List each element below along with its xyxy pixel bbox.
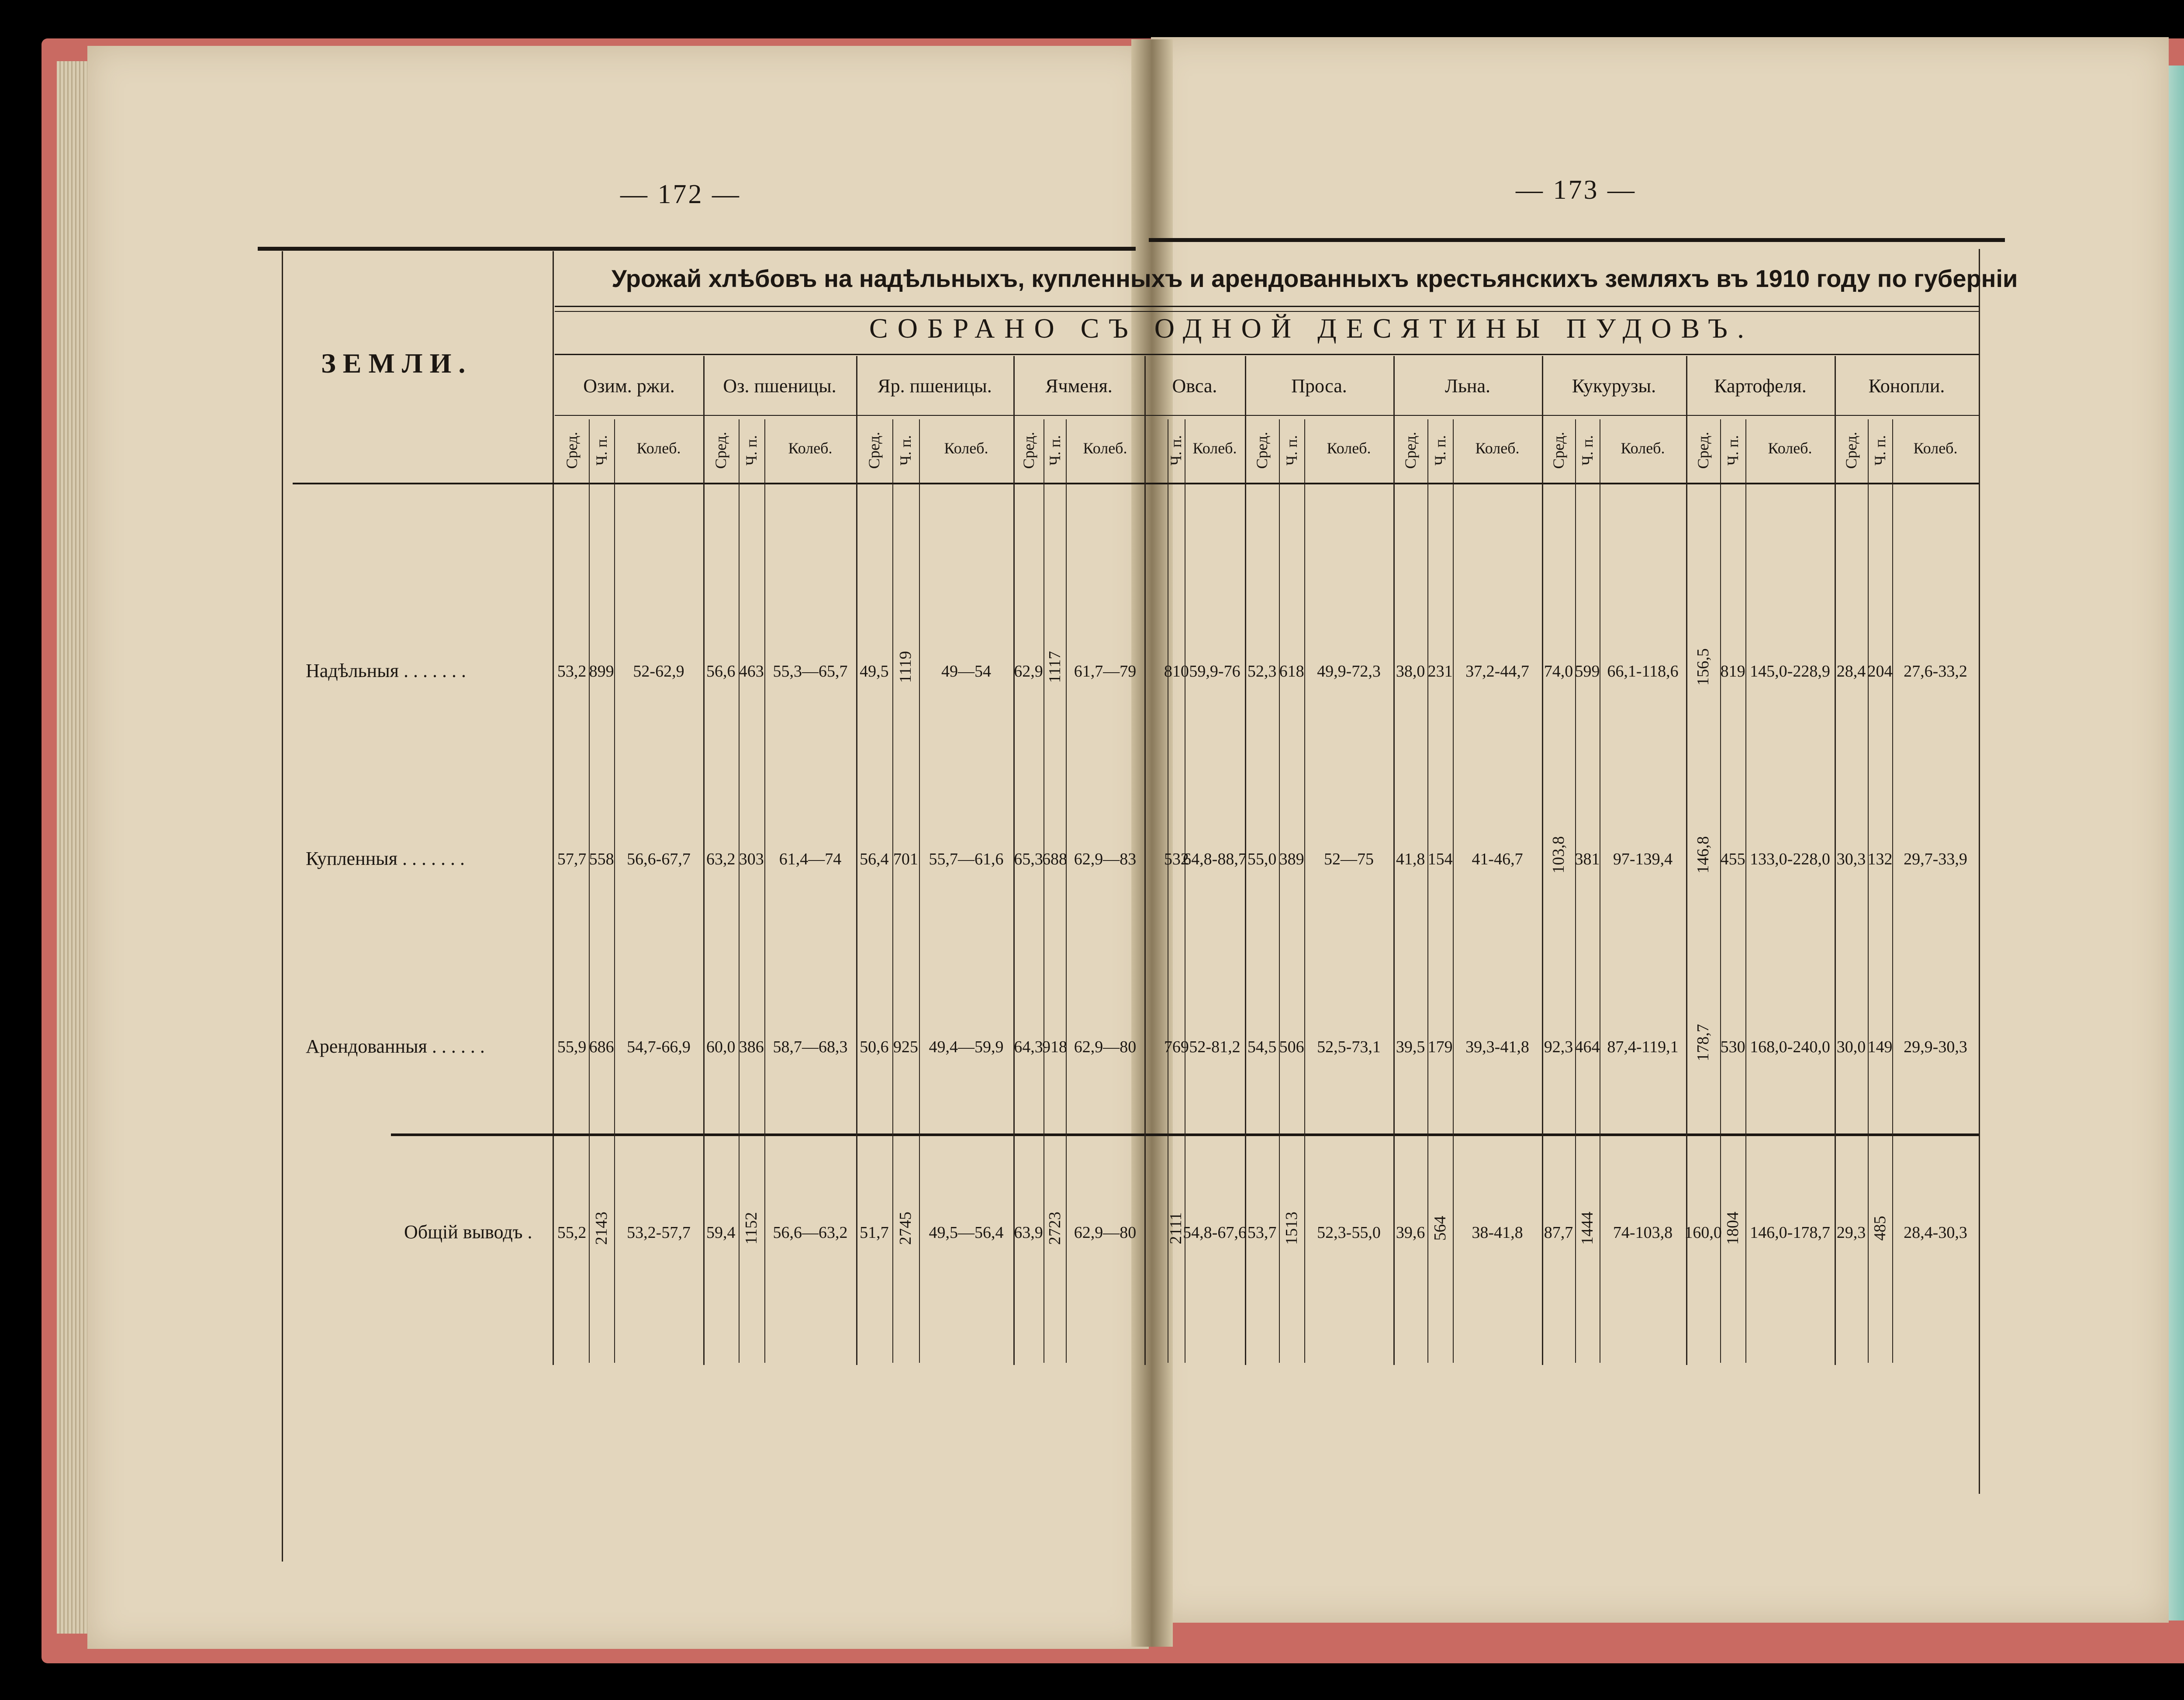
crop-header: Картофеля.: [1714, 375, 1807, 397]
subtitle-rule: [555, 354, 1979, 355]
table-cell: 59,4: [706, 1223, 736, 1242]
row-label: Купленныя . . . . . . .: [306, 848, 465, 869]
table-cell: 87,7: [1544, 1223, 1573, 1242]
table-cell: 899: [589, 662, 614, 681]
sub-header: Сред.: [865, 432, 883, 469]
table-cell: 1117: [1045, 651, 1064, 683]
table-cell: 1152: [742, 1212, 761, 1245]
table-cell: 2111: [1167, 1212, 1185, 1244]
table-cell: 925: [893, 1038, 918, 1056]
row-label: Арендованныя . . . . . .: [306, 1036, 485, 1057]
table-cell: 701: [893, 850, 918, 868]
table-cell: 64,8-88,7: [1183, 850, 1247, 868]
table-cell: 103,8: [1549, 836, 1568, 874]
table-cell: 52,3-55,0: [1317, 1223, 1381, 1242]
sub-column-border: [1720, 419, 1721, 1363]
crop-header: Кукурузы.: [1572, 375, 1656, 397]
row-label: Общій выводъ .: [404, 1221, 532, 1243]
table-cell: 66,1-118,6: [1607, 662, 1679, 681]
table-cell: 386: [739, 1038, 764, 1056]
sub-header: Колеб.: [1768, 439, 1812, 457]
crop-header: Яр. пшеницы.: [878, 375, 992, 397]
table-cell: 49—54: [941, 662, 991, 681]
table-cell: 60,0: [706, 1038, 736, 1056]
sub-header: Сред.: [712, 432, 730, 469]
label-column-border: [553, 251, 554, 1365]
table-cell: 55,3—65,7: [773, 662, 848, 681]
table-cell: 1513: [1282, 1212, 1301, 1245]
table-cell: 810: [1164, 662, 1189, 681]
table-cell: 485: [1870, 1216, 1889, 1241]
table-cell: 65,3: [1014, 850, 1043, 868]
row-label: Надѣльныя . . . . . . .: [306, 660, 466, 681]
table-cell: 49,5: [860, 662, 889, 681]
table-cell: 55,0: [1247, 850, 1277, 868]
table-cell: 146,0-178,7: [1750, 1223, 1830, 1242]
table-cell: 160,0: [1684, 1223, 1722, 1242]
table-cell: 97-139,4: [1613, 850, 1673, 868]
table-cell: 38-41,8: [1472, 1223, 1523, 1242]
sub-column-border: [1066, 419, 1067, 1363]
crop-header: Проса.: [1291, 375, 1347, 397]
table-cell: 53,2-57,7: [627, 1223, 691, 1242]
table-cell: 1444: [1578, 1212, 1597, 1245]
table-cell: 51,7: [860, 1223, 889, 1242]
table-cell: 62,9—80: [1074, 1038, 1137, 1056]
sub-header: Ч. п.: [1046, 435, 1064, 466]
table-cell: 52,5-73,1: [1317, 1038, 1381, 1056]
sub-header: Ч. п.: [1431, 435, 1449, 466]
sub-header: Сред.: [1549, 432, 1567, 469]
table-cell: 55,9: [557, 1038, 587, 1056]
table-cell: 52,3: [1247, 662, 1277, 681]
table-left-border: [282, 251, 283, 1562]
sub-column-border: [892, 419, 893, 1363]
table-cell: 179: [1427, 1038, 1453, 1056]
sub-header: Сред.: [563, 432, 581, 469]
table-cell: 28,4: [1836, 662, 1866, 681]
table-cell: 532: [1164, 850, 1189, 868]
table-cell: 54,7-66,9: [627, 1038, 691, 1056]
table-cell: 688: [1042, 850, 1067, 868]
sub-header: Ч. п.: [1724, 435, 1742, 466]
sub-header: Ч. п.: [743, 435, 760, 466]
sub-header: Колеб.: [1621, 439, 1665, 457]
table-cell: 133,0-228,0: [1750, 850, 1830, 868]
table-cell: 59,9-76: [1189, 662, 1241, 681]
table-cell: 64,3: [1014, 1038, 1043, 1056]
table-cell: 2143: [592, 1212, 611, 1245]
table-cell: 39,3-41,8: [1465, 1038, 1529, 1056]
table-cell: 178,7: [1694, 1024, 1713, 1061]
table-cell: 63,2: [706, 850, 736, 868]
sub-header: Ч. п.: [1167, 435, 1185, 466]
sub-column-border: [1427, 419, 1428, 1363]
table-cell: 56,6-67,7: [627, 850, 691, 868]
sub-column-border: [589, 419, 590, 1363]
table-cell: 303: [739, 850, 764, 868]
table-cell: 50,6: [860, 1038, 889, 1056]
crop-header: Озим. ржи.: [583, 375, 675, 397]
table-cell: 1119: [896, 651, 915, 683]
table-cell: 29,9-30,3: [1904, 1038, 1967, 1056]
title-rule-2: [555, 311, 1979, 312]
sub-column-border: [1575, 419, 1576, 1363]
table-cell: 52—75: [1324, 850, 1374, 868]
header-bottom-rule: [293, 483, 1979, 484]
table-cell: 819: [1720, 662, 1745, 681]
table-cell: 769: [1164, 1038, 1189, 1056]
table-cell: 168,0-240,0: [1750, 1038, 1830, 1056]
table-cell: 41-46,7: [1472, 850, 1523, 868]
table-cell: 530: [1720, 1038, 1745, 1056]
table-cell: 29,3: [1836, 1223, 1866, 1242]
sub-header: Сред.: [1402, 432, 1420, 469]
table-cell: 39,5: [1396, 1038, 1425, 1056]
table-cell: 154: [1427, 850, 1453, 868]
crop-header: Оз. пшеницы.: [723, 375, 836, 397]
table-cell: 55,2: [557, 1223, 587, 1242]
table-cell: 92,3: [1544, 1038, 1573, 1056]
table-cell: 56,6—63,2: [773, 1223, 848, 1242]
table-cell: 37,2-44,7: [1465, 662, 1529, 681]
table-cell: 53,2: [557, 662, 587, 681]
table-cell: 145,0-228,9: [1750, 662, 1830, 681]
table-cell: 87,4-119,1: [1607, 1038, 1679, 1056]
table-cell: 56,6: [706, 662, 736, 681]
table-cell: 49,4—59,9: [929, 1038, 1004, 1056]
table-cell: 204: [1867, 662, 1893, 681]
sub-header: Колеб.: [788, 439, 833, 457]
table-subtitle: СОБРАНО СЪ ОДНОЙ ДЕСЯТИНЫ ПУДОВЪ.: [869, 313, 1754, 344]
crop-header: Льна.: [1445, 375, 1490, 397]
right-page-number: — 173 —: [1516, 175, 1636, 205]
sub-column-border: [1279, 419, 1280, 1363]
top-rule-left: [258, 247, 1136, 251]
sub-column-border: [1745, 419, 1746, 1363]
table-cell: 29,7-33,9: [1904, 850, 1967, 868]
table-cell: 558: [589, 850, 614, 868]
table-cell: 54,5: [1247, 1038, 1277, 1056]
sub-column-border: [614, 419, 615, 1363]
sub-column-border: [1868, 419, 1869, 1363]
table-cell: 63,9: [1014, 1223, 1043, 1242]
table-cell: 686: [589, 1038, 614, 1056]
table-cell: 39,6: [1396, 1223, 1425, 1242]
crop-header: Конопли.: [1868, 375, 1945, 397]
top-rule-right: [1149, 238, 2005, 242]
sub-column-border: [739, 419, 740, 1363]
table-cell: 599: [1575, 662, 1600, 681]
sub-column-border: [919, 419, 920, 1363]
table-cell: 464: [1575, 1038, 1600, 1056]
sub-header: Ч. п.: [593, 435, 611, 466]
sub-column-border: [764, 419, 765, 1363]
table-title: Урожай хлѣбовъ на надѣльныхъ, купленныхъ и арендованныхъ крестьянскихъ земляхъ въ 1910 году по губерніи: [612, 265, 2018, 292]
table-cell: 62,9—83: [1074, 850, 1137, 868]
sub-header: Сред.: [1253, 432, 1271, 469]
table-cell: 2745: [896, 1212, 915, 1245]
table-cell: 74-103,8: [1613, 1223, 1673, 1242]
table-cell: 618: [1279, 662, 1304, 681]
table-cell: 149: [1867, 1038, 1893, 1056]
sub-header: Ч. п.: [1283, 435, 1301, 466]
table-cell: 56,4: [860, 850, 889, 868]
sub-column-border: [1453, 419, 1454, 1363]
table-cell: 61,7—79: [1074, 662, 1137, 681]
sub-header: Ч. п.: [1578, 435, 1596, 466]
table-cell: 54,8-67,6: [1183, 1223, 1247, 1242]
sub-header: Колеб.: [1475, 439, 1520, 457]
table-cell: 2723: [1045, 1212, 1064, 1245]
sub-column-border: [1892, 419, 1893, 1363]
table-cell: 28,4-30,3: [1904, 1223, 1967, 1242]
table-cell: 62,9—80: [1074, 1223, 1137, 1242]
sub-header: Колеб.: [1913, 439, 1958, 457]
table-cell: 57,7: [557, 850, 587, 868]
table-cell: 27,6-33,2: [1904, 662, 1967, 681]
table-cell: 30,0: [1836, 1038, 1866, 1056]
table-cell: 30,3: [1836, 850, 1866, 868]
sub-column-border: [1304, 419, 1305, 1363]
table-cell: 62,9: [1014, 662, 1043, 681]
sub-header: Ч. п.: [897, 435, 915, 466]
sub-header: Сред.: [1694, 432, 1712, 469]
table-cell: 463: [739, 662, 764, 681]
table-cell: 74,0: [1544, 662, 1573, 681]
title-rule: [555, 306, 1979, 307]
table-cell: 156,5: [1694, 648, 1713, 686]
table-cell: 381: [1575, 850, 1600, 868]
sub-header: Колеб.: [1192, 439, 1237, 457]
sub-header: Колеб.: [944, 439, 988, 457]
table-cell: 564: [1431, 1216, 1450, 1241]
sub-header: Колеб.: [636, 439, 681, 457]
table-cell: 61,4—74: [779, 850, 842, 868]
table-cell: 455: [1720, 850, 1745, 868]
table-cell: 38,0: [1396, 662, 1425, 681]
table-cell: 58,7—68,3: [773, 1038, 848, 1056]
row-header: ЗЕМЛИ.: [321, 348, 473, 379]
sub-header: Ч. п.: [1871, 435, 1889, 466]
table-cell: 52-81,2: [1189, 1038, 1241, 1056]
table-cell: 52-62,9: [633, 662, 684, 681]
table-cell: 53,7: [1247, 1223, 1277, 1242]
table-cell: 41,8: [1396, 850, 1425, 868]
table-cell: 49,9-72,3: [1317, 662, 1381, 681]
table-cell: 55,7—61,6: [929, 850, 1004, 868]
sub-header: Сред.: [1019, 432, 1037, 469]
table-cell: 231: [1427, 662, 1453, 681]
crop-header: Ячменя.: [1045, 375, 1113, 397]
table-cell: 389: [1279, 850, 1304, 868]
left-page-number: — 172 —: [620, 180, 741, 209]
table-cell: 146,8: [1694, 836, 1713, 874]
crop-header: Овса.: [1172, 375, 1217, 397]
crop-rule: [555, 415, 1979, 416]
table-cell: 1804: [1724, 1212, 1742, 1245]
sub-header: Сред.: [1842, 432, 1860, 469]
sub-header: Колеб.: [1327, 439, 1371, 457]
table-cell: 49,5—56,4: [929, 1223, 1004, 1242]
table-cell: 132: [1867, 850, 1893, 868]
sub-header: Колеб.: [1083, 439, 1127, 457]
table-cell: 506: [1279, 1038, 1304, 1056]
table-cell: 918: [1042, 1038, 1067, 1056]
